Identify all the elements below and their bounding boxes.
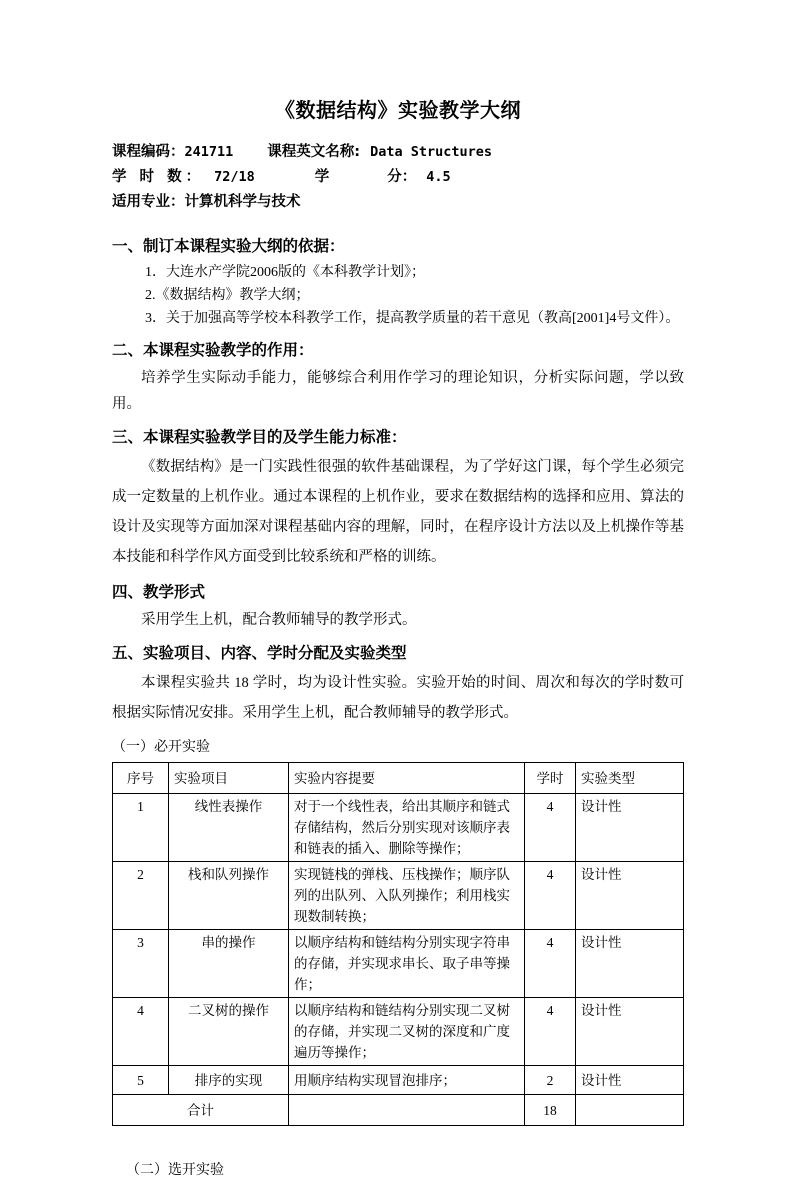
- cell-no: 1: [113, 794, 169, 862]
- list-item: 3．关于加强高等学校本科教学工作，提高教学质量的若干意见（教高[2001]4号文件）。: [145, 311, 680, 326]
- section-heading-1: 一、制订本课程实验大纲的依据：: [112, 237, 345, 255]
- column-header-desc: 实验内容提要: [289, 763, 525, 794]
- course-code-label: 课程编码：: [112, 144, 185, 160]
- cell-type: 设计性: [576, 862, 684, 930]
- cell-desc: 以顺序结构和链结构分别实现字符串的存储，并实现求串长、取子串等操作；: [289, 930, 525, 998]
- total-type: [576, 1095, 684, 1126]
- required-experiments-label: （一）必开实验: [112, 740, 210, 755]
- cell-desc: 实现链栈的弹栈、压栈操作；顺序队列的出队列、入队列操作；利用栈实现数制转换；: [289, 862, 525, 930]
- hours-credit-line: [112, 165, 684, 190]
- cell-hours: 4: [525, 930, 576, 998]
- cell-type: 设计性: [576, 930, 684, 998]
- credit-label-left: 学: [314, 169, 330, 185]
- section-body-5: 本课程实验共 18 学时，均为设计性实验。实验开始的时间、周次和每次的学时数可根据实际情况安排。采用学生上机，配合教师辅导的教学形式。: [112, 675, 684, 721]
- list-item: 1．大连水产学院2006版的《本科教学计划》；: [145, 265, 425, 280]
- list-item: 2.《数据结构》教学大纲；: [145, 288, 310, 303]
- table-row: [113, 794, 684, 862]
- column-header-hours: 学时: [525, 763, 576, 794]
- major-line: [112, 190, 684, 215]
- cell-no: 4: [113, 998, 169, 1066]
- cell-type: 设计性: [576, 1066, 684, 1095]
- cell-hours: 4: [525, 794, 576, 862]
- major-label: 适用专业：: [112, 194, 185, 210]
- table-row: [113, 1066, 684, 1095]
- section-heading-3: 三、本课程实验教学目的及学生能力标准：: [112, 428, 407, 446]
- cell-no: 2: [113, 862, 169, 930]
- cell-type: 设计性: [576, 998, 684, 1066]
- cell-item: 二叉树的操作: [169, 998, 289, 1066]
- course-code-value: 241711: [184, 144, 234, 160]
- total-hours: 18: [525, 1095, 576, 1126]
- table-body: [113, 794, 684, 1126]
- section-body-4: 采用学生上机，配合教师辅导的教学形式。: [141, 612, 417, 628]
- page-title: 《数据结构》实验教学大纲: [275, 98, 521, 122]
- section-body-2: 培养学生实际动手能力，能够综合利用作学习的理论知识，分析实际问题，学以致用。: [112, 370, 684, 412]
- column-header-item: 实验项目: [169, 763, 289, 794]
- cell-desc: 用顺序结构实现冒泡排序；: [289, 1066, 525, 1095]
- cell-item: 排序的实现: [169, 1066, 289, 1095]
- section-heading-4: 四、教学形式: [112, 583, 206, 601]
- table-row: [113, 930, 684, 998]
- basis-list: [112, 261, 684, 330]
- table-header-row: [113, 763, 684, 794]
- cell-no: 3: [113, 930, 169, 998]
- hours-value: 72/18: [214, 169, 255, 185]
- experiment-table: [112, 762, 684, 1126]
- cell-hours: 2: [525, 1066, 576, 1095]
- course-meta-block: [112, 140, 684, 215]
- course-code-line: [112, 140, 684, 165]
- english-name-value: Data Structures: [370, 144, 493, 160]
- optional-experiments-label: （二）选开实验: [126, 1163, 224, 1178]
- table-header: [113, 763, 684, 794]
- cell-desc: 以顺序结构和链结构分别实现二叉树的存储，并实现二叉树的深度和广度遍历等操作；: [289, 998, 525, 1066]
- table-total-row: [113, 1095, 684, 1126]
- credit-value: 4.5: [426, 169, 451, 185]
- column-header-no: 序号: [113, 763, 169, 794]
- cell-hours: 4: [525, 862, 576, 930]
- section-heading-2: 二、本课程实验教学的作用：: [112, 341, 314, 359]
- credit-label-right: 分：: [387, 169, 417, 185]
- major-value: 计算机科学与技术: [184, 194, 301, 210]
- english-name-label: 课程英文名称:: [267, 144, 361, 160]
- table-row: [113, 862, 684, 930]
- total-desc: [289, 1095, 525, 1126]
- section-body-3: 《数据结构》是一门实践性很强的软件基础课程，为了学好这门课，每个学生必须完成一定数量的上机作业。通过本课程的上机作业，要求在数据结构的选择和应用、算法的设计及实现等方面加深对课程基础内容的理解，同时，在程序设计方法以及上机操作等基本技能和科学作风方面受到比较系统和严格的训练。: [112, 459, 684, 565]
- hours-label: 学 时 数：: [112, 169, 205, 185]
- column-header-type: 实验类型: [576, 763, 684, 794]
- total-label: 合计: [113, 1095, 289, 1126]
- table-row: [113, 998, 684, 1066]
- cell-item: 栈和队列操作: [169, 862, 289, 930]
- section-heading-5: 五、实验项目、内容、学时分配及实验类型: [112, 644, 407, 662]
- cell-item: 串的操作: [169, 930, 289, 998]
- cell-desc: 对于一个线性表，给出其顺序和链式存储结构，然后分别实现对该顺序表和链表的插入、删除等操作；: [289, 794, 525, 862]
- cell-item: 线性表操作: [169, 794, 289, 862]
- cell-type: 设计性: [576, 794, 684, 862]
- cell-no: 5: [113, 1066, 169, 1095]
- cell-hours: 4: [525, 998, 576, 1066]
